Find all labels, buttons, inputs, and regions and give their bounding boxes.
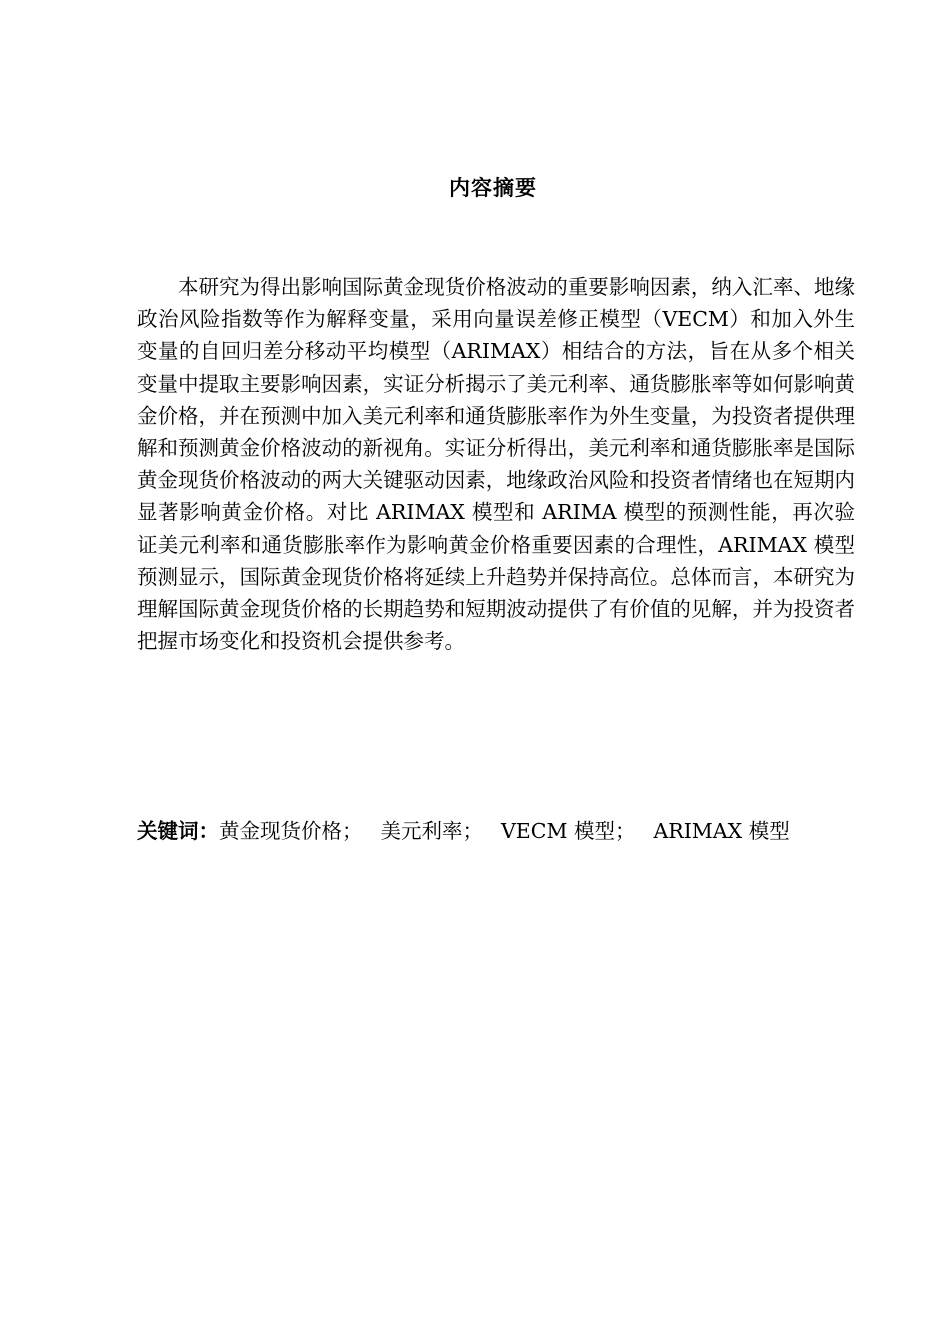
abstract-paragraph: 本研究为得出影响国际黄金现货价格波动的重要影响因素，纳入汇率、地缘政治风险指数等作为解释变量，采用向量误差修正模型（VECM）和加入外生变量的自回归差分移动平均模型（ARIMAX）相结合的方法，旨在从多个相关变量中提取主要影响因素，实证分析揭示了美元利率、通货膨胀率等如何影响黄金价格，并在预测中加入美元利率和通货膨胀率作为外生变量，为投资者提供理解和预测黄金价格波动的新视角。实证分析得出，美元利率和通货膨胀率是国际黄金现货价格波动的两大关键驱动因素，地缘政治风险和投资者情绪也在短期内显著影响黄金价格。对比 ARIMAX 模型和 ARIMA 模型的预测性能，再次验证美元利率和通货膨胀率作为影响黄金价格重要因素的合理性，ARIMAX 模型预测显示，国际黄金现货价格将延续上升趋势并保持高位。总体而言，本研究为理解国际黄金现货价格的长期趋势和短期波动提供了有价值的见解，并为投资者把握市场变化和投资机会提供参考。 [137,275,855,654]
keywords-line [137,815,857,847]
keyword-item: VECM 模型； [501,819,636,843]
keyword-item: 美元利率； [380,819,483,843]
page-title: 内容摘要 [449,176,537,200]
keywords-label: 关键词： [137,819,219,843]
keyword-item: ARIMAX 模型 [653,819,790,843]
keyword-item: 黄金现货价格； [219,819,363,843]
